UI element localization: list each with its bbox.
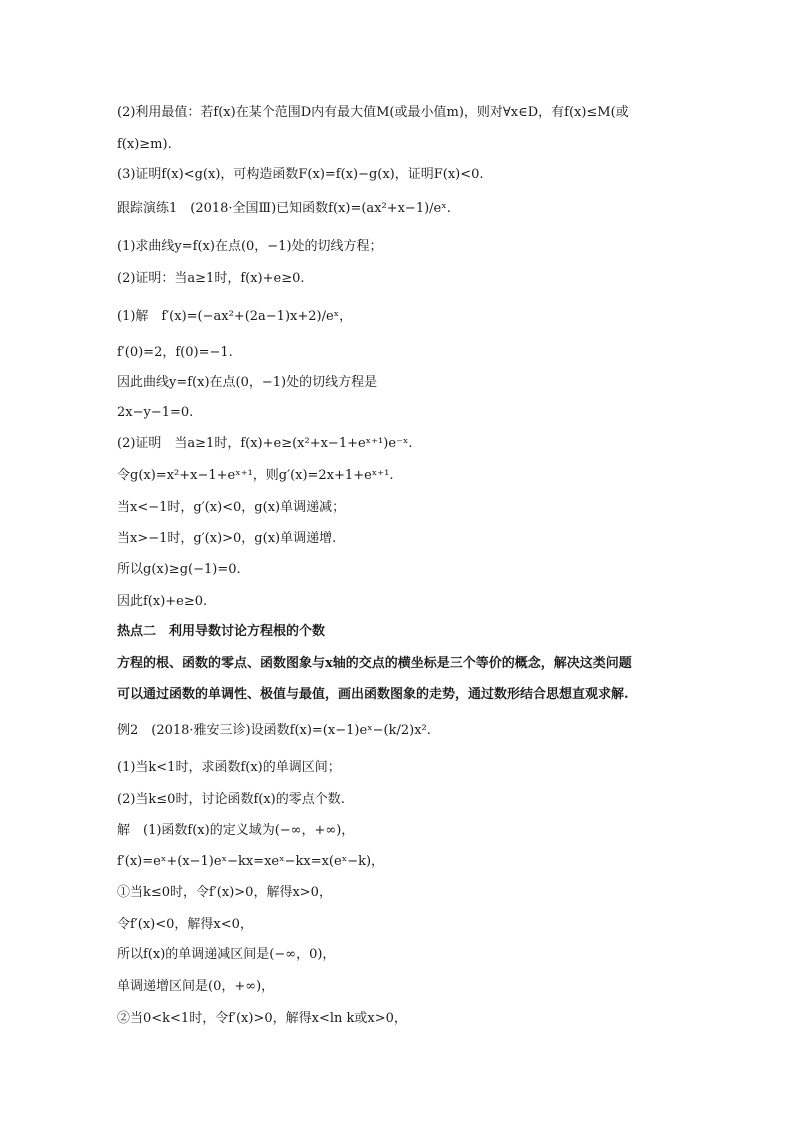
example-heading: 例2 (2018·雅安三诊)设函数f(x)=(x−1)eˣ−(k/2)x². <box>117 723 431 738</box>
practice-heading: 跟踪演练1 (2018·全国Ⅲ)已知函数f(x)=(ax²+x−1)/eˣ. <box>117 201 451 216</box>
text-line: 令g(x)=x²+x−1+eˣ⁺¹，则g′(x)=2x+1+eˣ⁺¹. <box>117 468 394 483</box>
text-line: (2)证明：当a≥1时，f(x)+e≥0. <box>117 271 305 286</box>
text-line: 因此曲线y=f(x)在点(0，−1)处的切线方程是 <box>117 375 378 390</box>
text-line: 所以f(x)的单调递减区间是(−∞，0)， <box>117 947 336 962</box>
text-line: ①当k≤0时，令f′(x)>0，解得x>0， <box>117 885 332 900</box>
text-line: f′(0)=2，f(0)=−1. <box>117 345 233 360</box>
text-line: (2)当k≤0时，讨论函数f(x)的零点个数. <box>117 792 345 807</box>
text-line: 因此f(x)+e≥0. <box>117 594 208 609</box>
solution-line: (1)解 f′(x)=(−ax²+(2a−1)x+2)/eˣ， <box>117 309 353 324</box>
text-line: (3)证明f(x)<g(x)，可构造函数F(x)=f(x)−g(x)，证明F(x)<0. <box>117 167 484 182</box>
text-line: (2)利用最值：若f(x)在某个范围D内有最大值M(或最小值m)，则对∀x∈D，有f(x)≤M(或 <box>117 105 629 120</box>
text-line: f′(x)=eˣ+(x−1)eˣ−kx=xeˣ−kx=x(eˣ−k)， <box>117 854 385 869</box>
text-line: ②当0<k<1时，令f′(x)>0，解得x<ln k或x>0， <box>117 1011 407 1026</box>
section-heading: 热点二 利用导数讨论方程根的个数 <box>117 624 326 639</box>
text-line: 当x>−1时，g′(x)>0，g(x)单调递增. <box>117 531 337 546</box>
text-line: 令f′(x)<0，解得x<0， <box>117 917 253 932</box>
text-line: 解 (1)函数f(x)的定义域为(−∞，+∞)， <box>117 823 355 838</box>
text-line: (1)当k<1时，求函数f(x)的单调区间； <box>117 760 341 775</box>
paragraph-line: 可以通过函数的单调性、极值与最值，画出函数图象的走势，通过数形结合思想直观求解. <box>117 687 629 702</box>
text-line: (2)证明 当a≥1时，f(x)+e≥(x²+x−1+eˣ⁺¹)e⁻ˣ. <box>117 436 413 451</box>
text-line: 所以g(x)≥g(−1)=0. <box>117 562 241 577</box>
text-line: 当x<−1时，g′(x)<0，g(x)单调递减； <box>117 500 346 515</box>
text-line: f(x)≥m). <box>117 137 172 152</box>
text-line: 2x−y−1=0. <box>117 405 194 420</box>
paragraph-line: 方程的根、函数的零点、函数图象与x轴的交点的横坐标是三个等价的概念，解决这类问题 <box>117 656 632 671</box>
text-line: 单调递增区间是(0，+∞)， <box>117 979 275 994</box>
text-line: (1)求曲线y=f(x)在点(0，−1)处的切线方程； <box>117 239 383 254</box>
